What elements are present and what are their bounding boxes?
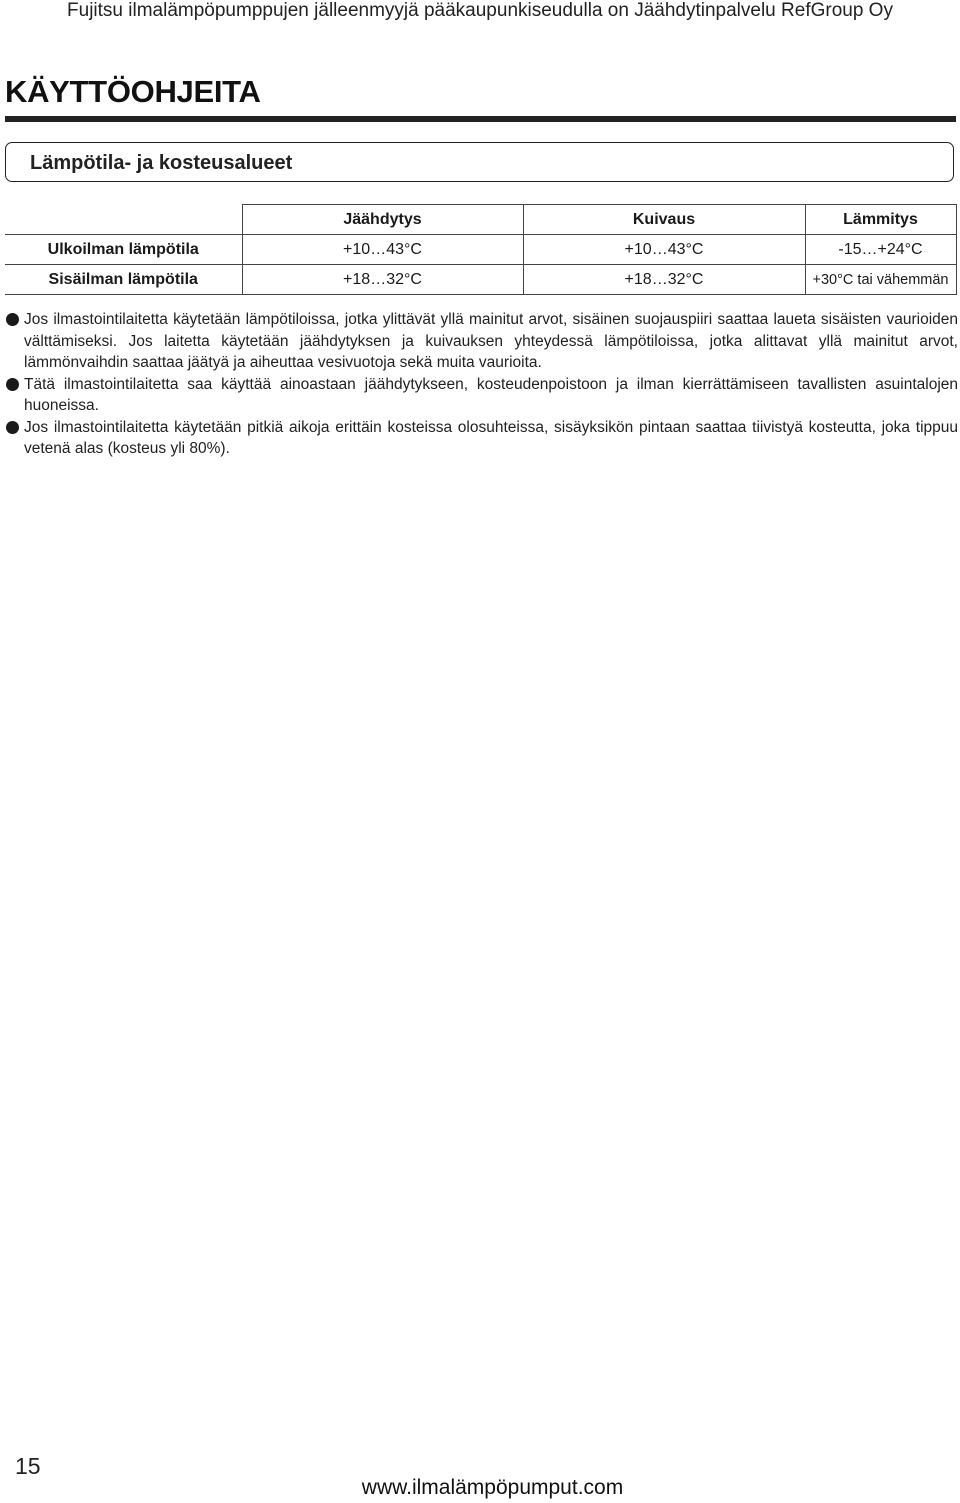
column-header-drying: Kuivaus xyxy=(523,205,805,235)
table-row xyxy=(5,265,956,295)
bullet-icon xyxy=(6,421,19,434)
list-item xyxy=(5,374,958,417)
page-header: Fujitsu ilmalämpöpumppujen jälleenmyyjä pääkaupunkiseudulla on Jäähdytinpalvelu RefGroup Oy xyxy=(67,0,893,21)
note-text: Jos ilmastointilaitetta käytetään lämpötiloissa, jotka ylittävät yllä mainitut arvot, sisäinen suojauspiiri saattaa laueta sisäisten vaurioiden välttämiseksi. Jos laitetta käytetään jäähdytyksen ja kuivauksen yhteydessä lämpötiloissa, jotka alittavat yllä mainitut arvot, lämmönvaihdin saattaa jäätyä ja aiheuttaa vesivuotoja sekä muita vaurioita. xyxy=(24,311,958,371)
column-header-heating: Lämmitys xyxy=(805,205,956,235)
outdoor-drying-range: +10…43°C xyxy=(523,235,805,265)
footer-url: www.ilmalämpöpumput.com xyxy=(361,1476,624,1499)
list-item xyxy=(5,309,958,374)
indoor-heating-range: +30°C tai vähemmän xyxy=(805,265,956,295)
bullet-icon xyxy=(6,378,19,391)
section-title: Lämpötila- ja kosteusalueet xyxy=(30,152,293,174)
note-text: Tätä ilmastointilaitetta saa käyttää ainoastaan jäähdytykseen, kosteudenpoistoon ja ilman kierrättämiseen tavallisten asuintalojen huoneissa. xyxy=(24,375,958,414)
title-rule xyxy=(5,116,956,122)
outdoor-cooling-range: +10…43°C xyxy=(242,235,523,265)
row-label-indoor: Sisäilman lämpötila xyxy=(5,265,242,295)
table-header-row xyxy=(5,205,956,235)
table-corner-cell xyxy=(5,205,242,235)
notes-list xyxy=(5,309,958,460)
table-row xyxy=(5,235,956,265)
page-number: 15 xyxy=(15,1453,41,1479)
column-header-cooling: Jäähdytys xyxy=(242,205,523,235)
note-text: Jos ilmastointilaitetta käytetään pitkiä aikoja erittäin kosteissa olosuhteissa, sisäyksikön pintaan saattaa tiivistyä kosteutta, joka tippuu vetenä alas (kosteus yli 80%). xyxy=(24,418,958,457)
list-item xyxy=(5,417,958,460)
row-label-outdoor: Ulkoilman lämpötila xyxy=(5,235,242,265)
section-header-box xyxy=(5,142,954,182)
bullet-icon xyxy=(6,313,19,326)
page-title: KÄYTTÖOHJEITA xyxy=(5,74,261,109)
indoor-cooling-range: +18…32°C xyxy=(242,265,523,295)
indoor-drying-range: +18…32°C xyxy=(523,265,805,295)
temperature-range-table xyxy=(5,204,957,295)
outdoor-heating-range: -15…+24°C xyxy=(805,235,956,265)
